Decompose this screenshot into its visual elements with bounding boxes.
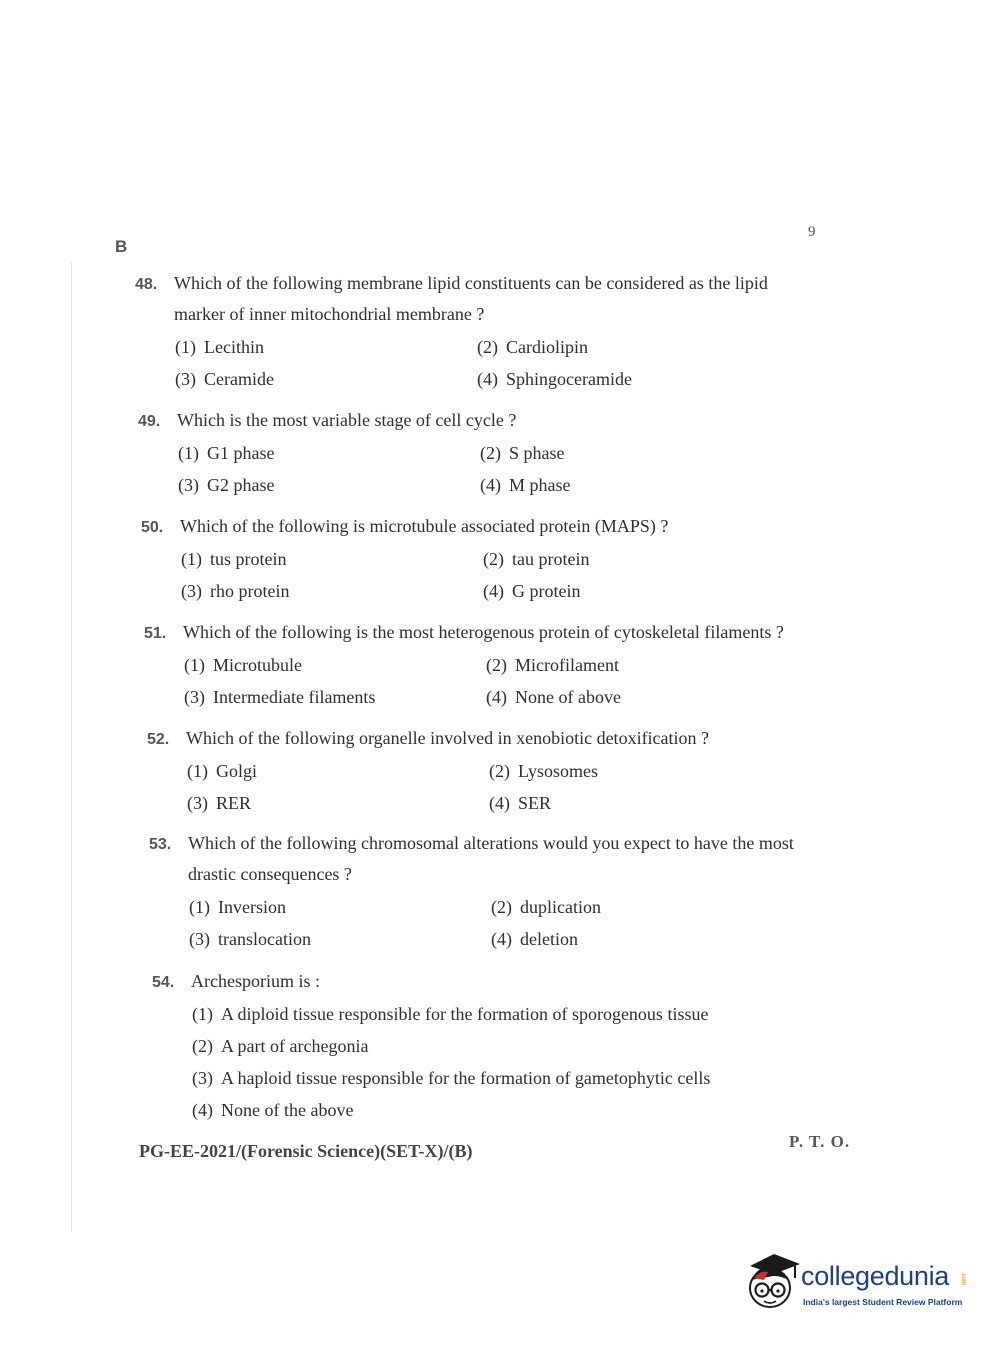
- options-grid: [189, 892, 839, 955]
- question-stem: Which of the following is microtubule associated protein (MAPS) ?: [180, 516, 669, 536]
- question-48: [135, 268, 825, 395]
- option-1: (1) Inversion: [189, 897, 286, 917]
- options-list: [192, 999, 842, 1126]
- mascot-icon: [744, 1250, 802, 1316]
- option-3: (3) rho protein: [181, 581, 290, 601]
- question-number: 51.: [144, 625, 167, 642]
- option-4: (4) SER: [489, 793, 552, 813]
- paper-code: PG-EE-2021/(Forensic Science)(SET-X)/(B): [139, 1141, 473, 1161]
- question-number: 54.: [152, 974, 175, 991]
- option-3: (3) A haploid tissue responsible for the formation of gametophytic cells: [192, 1068, 711, 1088]
- option-2: (2) A part of archegonia: [192, 1036, 369, 1056]
- option-4: (4) G protein: [483, 581, 581, 601]
- option-2: (2) Lysosomes: [489, 761, 599, 781]
- brand-tagline: India's largest Student Review Platform: [803, 1297, 963, 1307]
- option-1: (1) tus protein: [181, 549, 287, 569]
- set-letter: B: [115, 237, 128, 256]
- collegedunia-logo: [744, 1250, 974, 1316]
- options-grid: [184, 650, 834, 713]
- option-2: (2) tau protein: [483, 549, 590, 569]
- pto-label: P. T. O.: [789, 1132, 851, 1151]
- option-3: (3) translocation: [189, 929, 311, 949]
- option-2: (2) Cardiolipin: [477, 337, 588, 357]
- option-3: (3) Ceramide: [175, 369, 274, 389]
- option-1: (1) Microtubule: [184, 655, 302, 675]
- question-number: 49.: [138, 413, 161, 430]
- question-stem: Which of the following membrane lipid constituents can be considered as the lipid marker of inner mitochondrial membrane ?: [174, 273, 768, 324]
- options-grid: [178, 438, 828, 501]
- question-49: [138, 405, 828, 501]
- option-1: (1) Golgi: [187, 761, 258, 781]
- options-grid: [187, 756, 837, 819]
- option-2: (2) Microfilament: [486, 655, 619, 675]
- brand-name: collegedunia: [801, 1261, 950, 1291]
- question-52: [147, 723, 837, 819]
- option-1: (1) A diploid tissue responsible for the formation of sporogenous tissue: [192, 1004, 709, 1024]
- option-2: (2) duplication: [491, 897, 601, 917]
- option-2: (2) S phase: [480, 443, 565, 463]
- question-number: 53.: [149, 836, 172, 853]
- option-3: (3) G2 phase: [178, 475, 275, 495]
- question-number: 48.: [135, 276, 158, 293]
- brand-domain: .com: [960, 1272, 966, 1286]
- question-stem: Which of the following organelle involved in xenobiotic detoxification ?: [186, 728, 710, 748]
- option-4: (4) M phase: [480, 475, 571, 495]
- options-grid: [181, 544, 831, 607]
- option-1: (1) G1 phase: [178, 443, 275, 463]
- question-50: [141, 511, 831, 607]
- option-4: (4) deletion: [491, 929, 578, 949]
- question-54: [152, 966, 842, 1126]
- page-margin-line: [71, 262, 72, 1232]
- option-3: (3) Intermediate filaments: [184, 687, 376, 707]
- option-4: (4) None of the above: [192, 1100, 354, 1120]
- question-51: [144, 617, 834, 713]
- question-number: 50.: [141, 519, 164, 536]
- question-53: [149, 828, 839, 955]
- question-number: 52.: [147, 731, 170, 748]
- option-1: (1) Lecithin: [175, 337, 264, 357]
- page-number: 9: [808, 224, 816, 240]
- question-stem: Archesporium is :: [191, 971, 320, 991]
- question-stem: Which of the following chromosomal alterations would you expect to have the most drastic consequences ?: [188, 833, 794, 884]
- options-grid: [175, 332, 825, 395]
- option-3: (3) RER: [187, 793, 252, 813]
- option-4: (4) None of above: [486, 687, 621, 707]
- option-4: (4) Sphingoceramide: [477, 369, 632, 389]
- question-stem: Which of the following is the most heterogenous protein of cytoskeletal filaments ?: [183, 622, 784, 642]
- question-stem: Which is the most variable stage of cell cycle ?: [177, 410, 517, 430]
